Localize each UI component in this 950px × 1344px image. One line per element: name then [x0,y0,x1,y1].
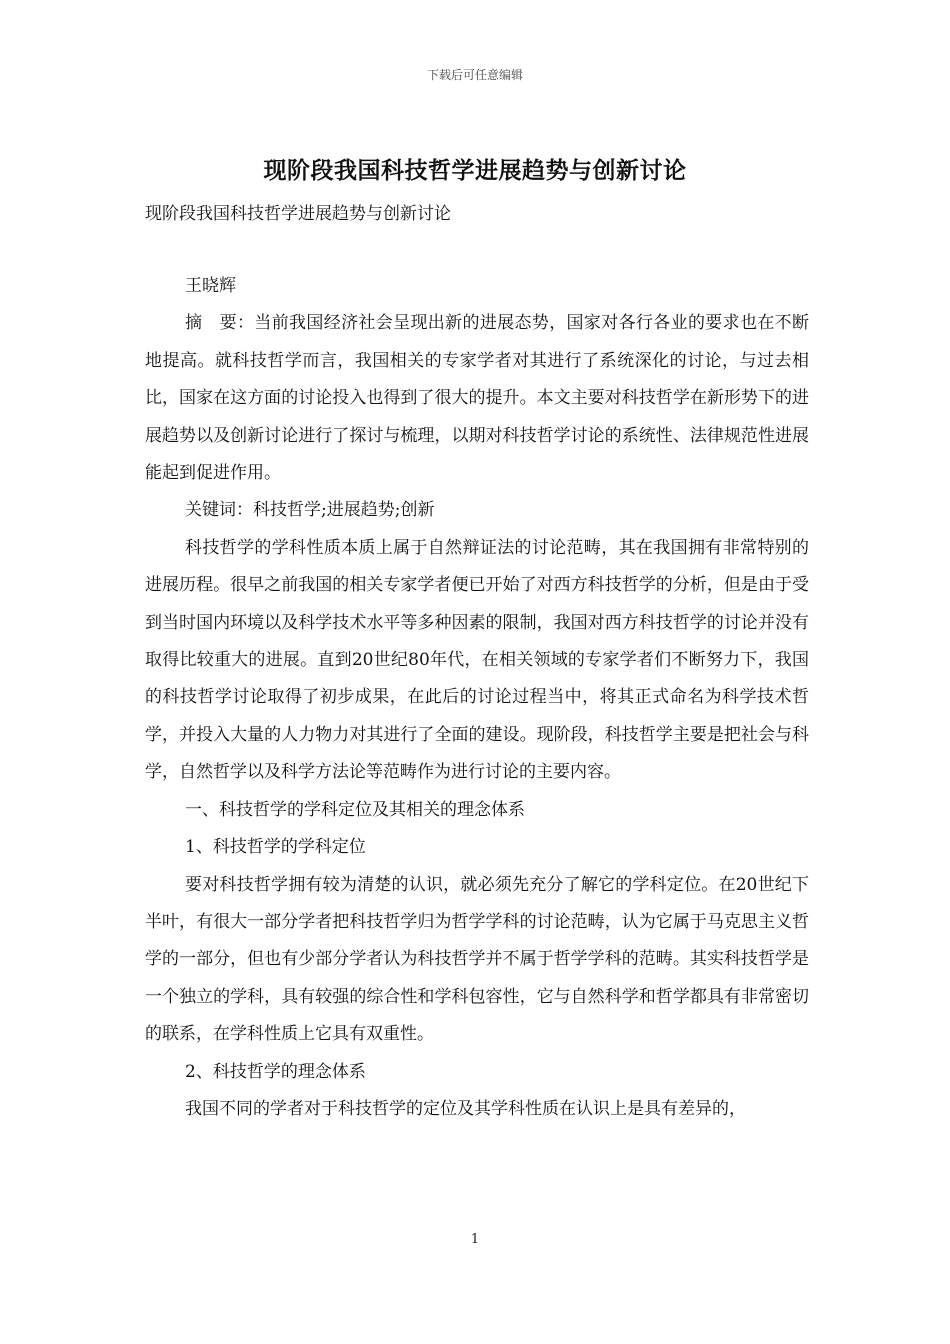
page-header: 下载后可任意编辑 [426,68,523,82]
author-name: 王晓辉 [185,276,236,296]
page-number: 1 [470,1232,480,1247]
body-paragraph: 科技哲学的学科性质本质上属于自然辩证法的讨论范畴，其在我国拥有非常特别的进展历程。很早之前我国的相关专家学者便已开始了对西方科技哲学的分析，但是由于受到当时国内环境以及科学技术水平等多种因素的限制，我国对西方科技哲学的讨论并没有取得比较重大的进展。直到20世纪80年代，在相关领域的专家学者们不断努力下，我国的科技哲学讨论取得了初步成果，在此后的讨论过程当中，将其正式命名为科学技术哲学，并投入大量的人力物力对其进行了全面的建设。现阶段，科技哲学主要是把社会与科学，自然哲学以及科学方法论等范畴作为进行讨论的主要内容。 [145,537,809,783]
section-heading: 一、科技哲学的学科定位及其相关的理念体系 [185,799,525,820]
body-paragraph: 我国不同的学者对于科技哲学的定位及其学科性质在认识上是具有差异的， [185,1098,746,1119]
document-subtitle: 现阶段我国科技哲学进展趋势与创新讨论 [145,204,451,224]
abstract-paragraph: 摘 要：当前我国经济社会呈现出新的进展态势，国家对各行各业的要求也在不断地提高。就科技哲学而言，我国相关的专家学者对其进行了系统深化的讨论，与过去相比，国家在这方面的讨论投入也得到了很大的提升。本文主要对科技哲学在新形势下的进展趋势以及创新讨论进行了探讨与梳理，以期对科技哲学讨论的系统性、法律规范性进展能起到促进作用。 [145,313,809,484]
document-title: 现阶段我国科技哲学进展趋势与创新讨论 [263,157,687,184]
body-paragraph: 要对科技哲学拥有较为清楚的认识，就必须先充分了解它的学科定位。在20世纪下半叶，有很大一部分学者把科技哲学归为哲学学科的讨论范畴，认为它属于马克思主义哲学的一部分，但也有少部分学者认为科技哲学并不属于哲学学科的范畴。其实科技哲学是一个独立的学科，具有较强的综合性和学科包容性，它与自然科学和哲学都具有非常密切的联系，在学科性质上它具有双重性。 [145,874,809,1045]
subsection-heading: 2、科技哲学的理念体系 [185,1061,366,1082]
keywords-line: 关键词：科技哲学;进展趋势;创新 [185,500,435,521]
document-body [145,268,809,1128]
subsection-heading: 1、科技哲学的学科定位 [185,837,366,858]
